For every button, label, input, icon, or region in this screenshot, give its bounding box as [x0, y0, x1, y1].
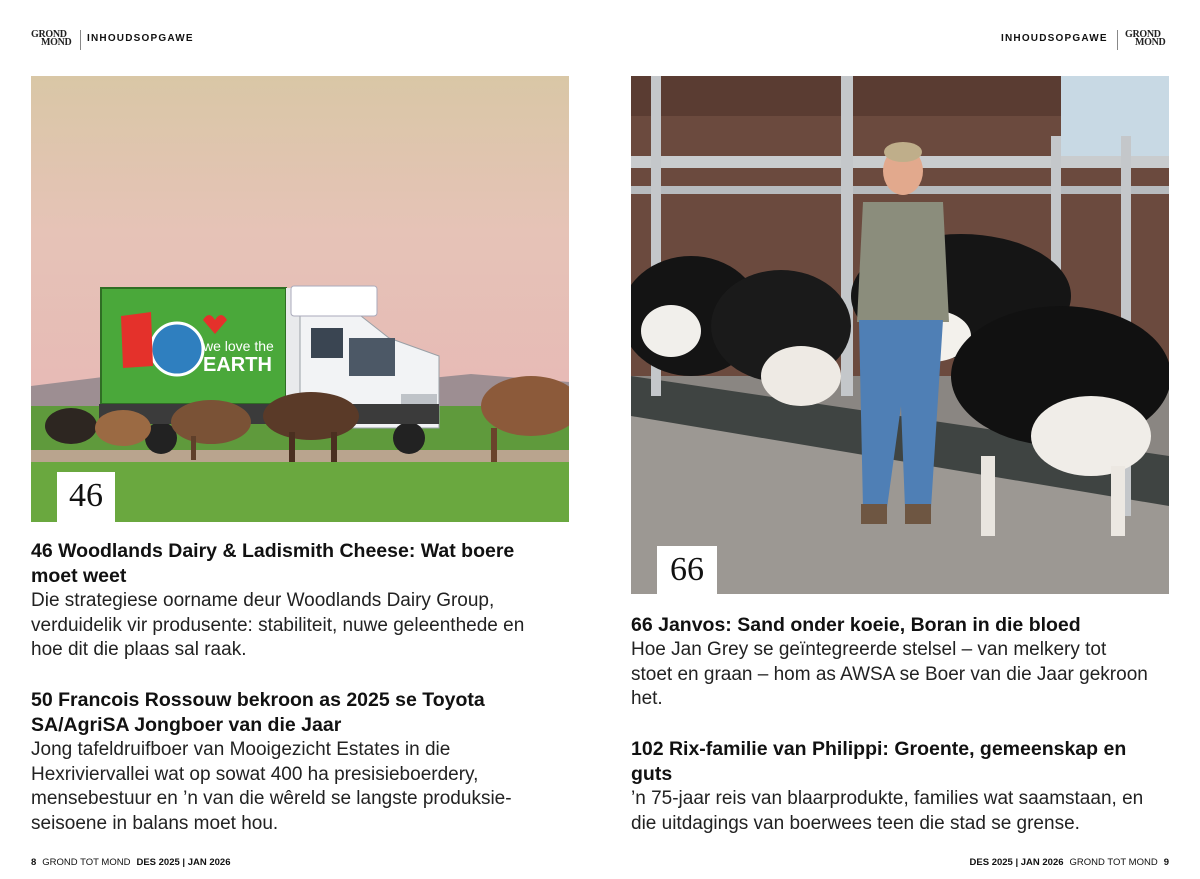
page-number-right: 9 — [1163, 857, 1169, 868]
header-divider-right — [1117, 30, 1118, 50]
section-title: INHOUDSOPGAWE — [87, 33, 194, 44]
footer-right — [970, 857, 1169, 868]
footer-issue-right: DES 2025 | JAN 2026 — [969, 857, 1064, 868]
page-number: 8 — [31, 857, 37, 868]
magazine-logo: GROND MOND — [31, 29, 72, 48]
article-summary: Jong tafeldruifboer van Mooigezicht Estates in die Hexriviervallei wat op sowat 400 ha presisieboerdery, mensebestuur en ’n van die wêreld se langste produksieseisoene in balans moet hou. — [31, 739, 512, 834]
footer-left — [31, 857, 236, 868]
svg-text:EARTH: EARTH — [203, 354, 272, 376]
magazine-logo-right: GROND MOND — [1125, 29, 1166, 48]
article-title[interactable]: 66 Janvos: Sand onder koeie, Boran in die bloed — [631, 614, 1081, 636]
article-summary: Hoe Jan Grey se geïntegreerde stelsel – van melkery tot stoet en graan – hom as AWSA se Boer van die Jaar gekroon het. — [631, 639, 1148, 709]
header-divider — [80, 30, 81, 50]
article-woodlands[interactable] — [31, 539, 551, 663]
article-janvos[interactable] — [631, 613, 1151, 712]
page-number-badge: 46 — [57, 472, 115, 522]
footer-magazine-right: GROND TOT MOND — [1069, 857, 1158, 868]
article-title[interactable]: 102 Rix-familie van Philippi: Groente, gemeenskap en guts — [631, 738, 1127, 785]
farmer-cows-photo — [631, 76, 1169, 594]
footer-issue: DES 2025 | JAN 2026 — [136, 857, 231, 868]
footer-magazine: GROND TOT MOND — [42, 857, 131, 868]
article-summary: ’n 75-jaar reis van blaarprodukte, families wat saamstaan, en die uitdagings van boerwees teen die stad se grense. — [631, 788, 1144, 834]
article-title[interactable]: 50 Francois Rossouw bekroon as 2025 se Toyota SA/AgriSA Jongboer van die Jaar — [31, 689, 485, 736]
svg-text:we love the: we love the — [203, 338, 274, 354]
article-rix-familie[interactable] — [631, 737, 1151, 836]
section-title-right: INHOUDSOPGAWE — [1001, 33, 1108, 44]
article-summary: Die strategiese oorname deur Woodlands Dairy Group, verduidelik vir produsente: stabiliteit, nuwe geleenthede en hoe dit die plaas sal raak. — [31, 590, 525, 660]
dairy-truck-photo — [31, 76, 569, 522]
page-number-badge-right: 66 — [657, 546, 717, 594]
article-title[interactable]: 46 Woodlands Dairy & Ladismith Cheese: Wat boere moet weet — [31, 540, 515, 587]
article-rossouw[interactable] — [31, 688, 551, 836]
